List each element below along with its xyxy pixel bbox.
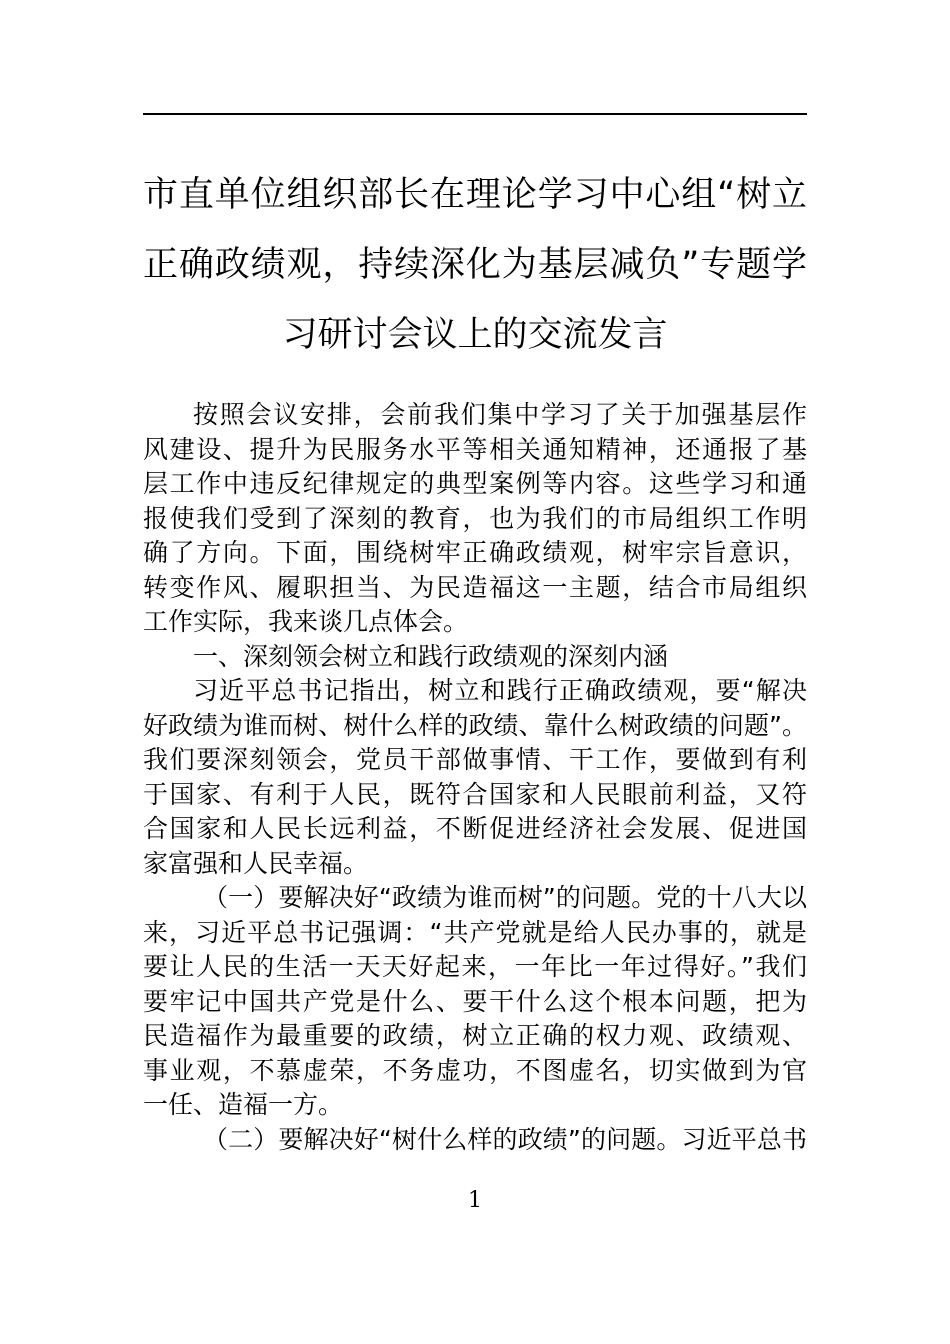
header-rule xyxy=(143,113,807,115)
title-line-3: 习研讨会议上的交流发言 xyxy=(282,315,668,355)
paragraph-line: 工作实际，我来谈几点体会。 xyxy=(143,607,469,636)
document-body xyxy=(143,398,807,1157)
paragraph-line: 层工作中违反纪律规定的典型案例等内容。这些学习和通 xyxy=(143,469,807,498)
paragraph-line: 习近平总书记指出，树立和践行正确政绩观，要“解决 xyxy=(193,676,807,705)
paragraph-line: 转变作风、履职担当、为民造福这一主题，结合市局组织 xyxy=(143,572,807,602)
paragraph-line: 事业观，不慕虚荣，不务虚功，不图虚名，切实做到为官 xyxy=(143,1055,807,1085)
paragraph-line: 一任、造福一方。 xyxy=(143,1090,344,1119)
paragraph-line: 报使我们受到了深刻的教育，也为我们的市局组织工作明 xyxy=(143,503,807,533)
section-heading-1: 一、深刻领会树立和践行政绩观的深刻内涵 xyxy=(193,641,669,671)
paragraph-line: （一）要解决好“政绩为谁而树”的问题。党的十八大以 xyxy=(203,883,807,912)
paragraph-line: 好政绩为谁而树、树什么样的政绩、靠什么树政绩的问题”。 xyxy=(143,710,807,740)
paragraph-line: 民造福作为最重要的政绩，树立正确的权力观、政绩观、 xyxy=(143,1021,807,1050)
subsection-2-paragraph xyxy=(143,1123,807,1158)
paragraph-line: 来，习近平总书记强调：“共产党就是给人民办事的，就是 xyxy=(143,917,807,947)
paragraph-line: 家富强和人民幸福。 xyxy=(143,848,369,878)
paragraph-line: 要让人民的生活一天天好起来，一年比一年过得好。”我们 xyxy=(143,952,807,981)
paragraph-line: 确了方向。下面，围绕树牢正确政绩观，树牢宗旨意识， xyxy=(143,538,807,567)
paragraph-line: 我们要深刻领会，党员干部做事情、干工作，要做到有利 xyxy=(143,745,807,774)
paragraph-line: 风建设、提升为民服务水平等相关通知精神，还通报了基 xyxy=(143,434,807,464)
document-title xyxy=(143,160,807,370)
paragraph-line: 按照会议安排，会前我们集中学习了关于加强基层作 xyxy=(193,400,807,429)
paragraph-line: 于国家、有利于人民，既符合国家和人民眼前利益，又符 xyxy=(143,779,807,809)
paragraph-line: 合国家和人民长远利益，不断促进经济社会发展、促进国 xyxy=(143,814,807,843)
intro-paragraph xyxy=(143,398,807,640)
title-line-2: 正确政绩观，持续深化为基层减负”专题学 xyxy=(143,245,807,285)
subsection-1-paragraph xyxy=(143,881,807,1123)
page-number: 1 xyxy=(468,1188,482,1213)
section-1-paragraph xyxy=(143,674,807,881)
title-line-1: 市直单位组织部长在理论学习中心组“树立 xyxy=(143,175,807,215)
paragraph-line: 要牢记中国共产党是什么、要干什么这个根本问题，把为 xyxy=(143,986,807,1016)
paragraph-line: （二）要解决好“树什么样的政绩”的问题。习近平总书 xyxy=(203,1124,807,1154)
